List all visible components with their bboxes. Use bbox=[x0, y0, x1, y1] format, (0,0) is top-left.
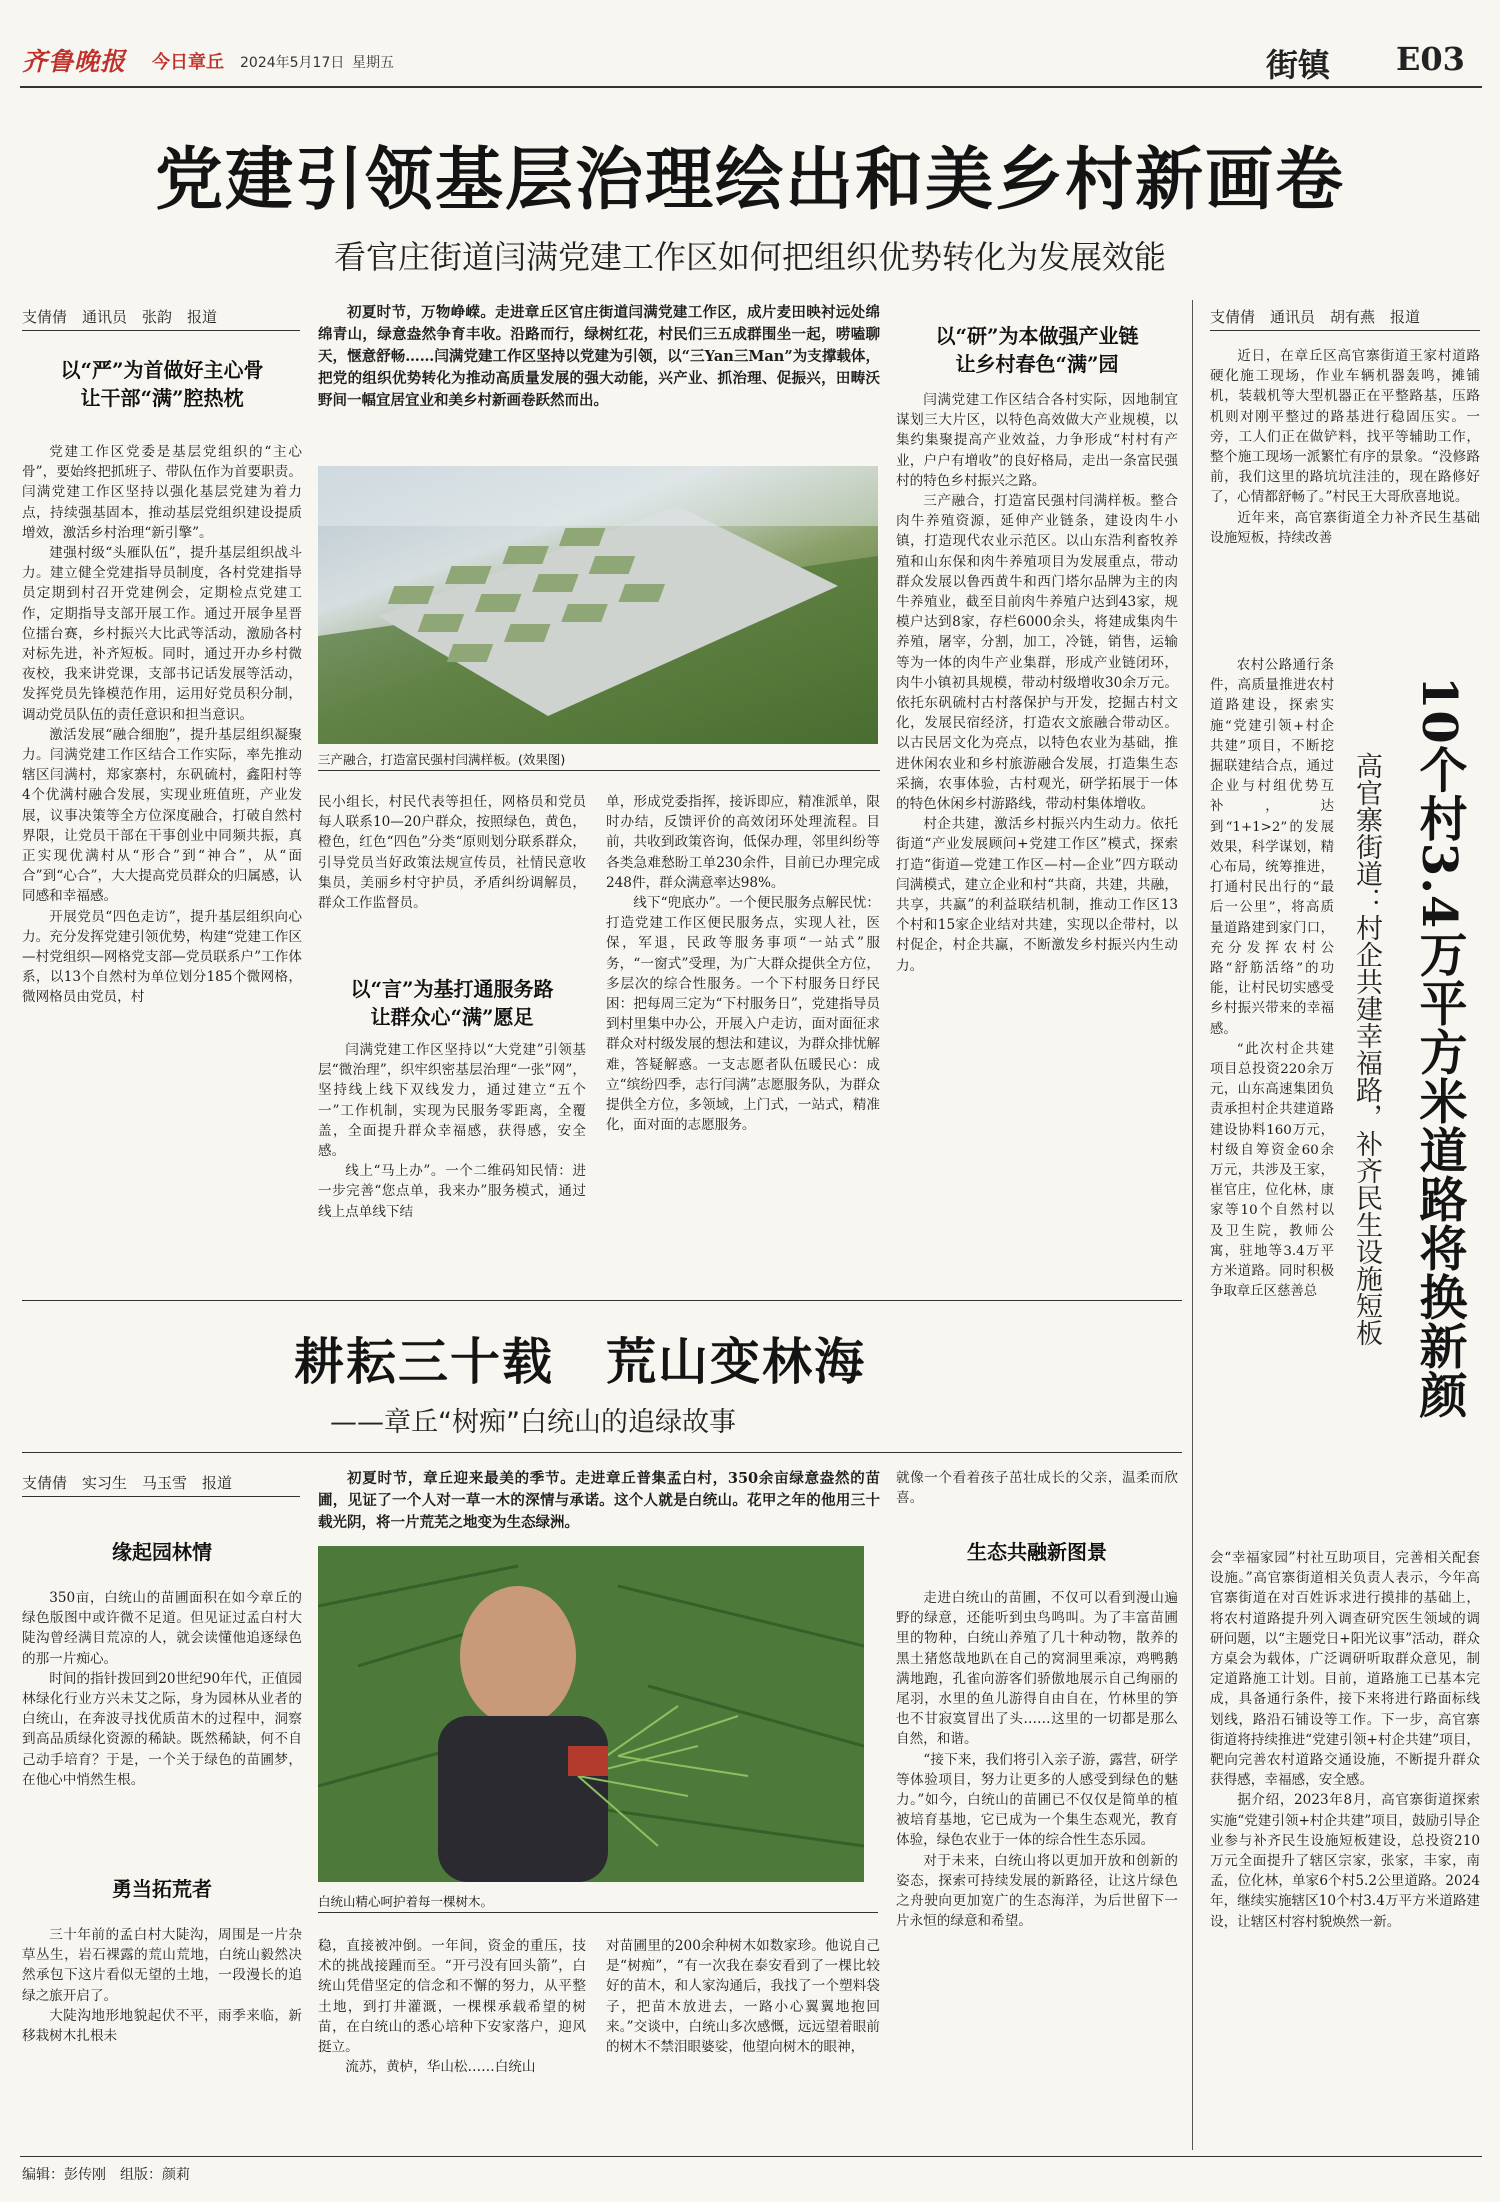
story3-subheadline: 高官寨街道：村企共建幸福路，补齐民生设施短板 bbox=[1351, 752, 1382, 1346]
paragraph: 线上“马上办”。一个二维码知民情：进一步完善“您点单，我来办”服务模式，通过线上点单线下结 bbox=[318, 1163, 586, 1220]
story1-lead: 初夏时节，万物峥嵘。走进章丘区官庄街道闫满党建工作区，成片麦田映衬远处绵绵青山，绿意盎然争育丰收。沿路而行，绿树红花，村民们三五成群围坐一起，唠嗑聊天，惬意舒畅……闫满党建工作区坚持以党建为引领，以“三Yan三Man”为支撑载体，把党的组织优势转化为推动高质量发展的强大动能，兴产业、抓治理、促振兴，田畴沃野间一幅宜居宜业和美乡村新画卷跃然而出。 bbox=[318, 304, 880, 409]
paragraph: 党建工作区党委是基层党组织的“主心骨”，要始终把抓班子、带队伍作为首要职责。闫满党建工作区坚持以强化基层党建为着力点，持续强基固本，推动基层党组织建设提质增效，激活乡村治理“新引擎”。 bbox=[22, 444, 302, 541]
column-rule bbox=[1192, 300, 1193, 2150]
paragraph: 村企共建，激活乡村振兴内生动力。依托街道“产业发展顾问+党建工作区”模式，探索打造“街道—党建工作区—村—企业”四方联动闫满模式，建立企业和村“共商，共建，共融，共享，共赢”的利益联结机制，推动工作区13个村和15家企业结对共建，实现以企带村，以村促企，村企共赢，不断激发乡村振兴内生动力。 bbox=[896, 816, 1178, 974]
byline-rule bbox=[1210, 330, 1480, 331]
paragraph: 三产融合，打造富民强村闫满样板。整合肉牛养殖资源，延伸产业链条，建设肉牛小镇，打造现代农业示范区。以山东浩利畜牧养殖和山东保和肉牛养殖项目为发展重点，带动群众发展以鲁西黄牛和西门塔尔品牌为主的肉牛养殖业，截至目前肉牛养殖户达到43家，规模户达到8家，存栏6000余头，将建成集肉牛养殖，屠宰，分割，加工，冷链，销售，运输等为一体的肉牛产业集群，形成产业链闭环，肉牛小镇初具规模，带动村级增收30余万元。依托东矾硫村古村落保护与开发，挖掘古村文化，发展民宿经济，打造农文旅融合带动区。以古民居文化为亮点，以特色农业为基础，推进休闲农业和乡村旅游融合发展，打造集生态采摘，农事体验，古村观光，研学拓展于一体的特色休闲乡村游路线，带动村集体增收。 bbox=[896, 493, 1178, 813]
paragraph: 近年来，高官寨街道全力补齐民生基础设施短板，持续改善 bbox=[1210, 509, 1480, 546]
story2-col3-body bbox=[606, 1936, 880, 2057]
story1-byline: 支倩倩 通讯员 张韵 报道 bbox=[22, 308, 218, 326]
story2-lead: 初夏时节，章丘迎来最美的季节。走进章丘普集孟白村，350余亩绿意盎然的苗圃，见证了一个人对一草一木的深情与承诺。这个人就是白统山。花甲之年的他用三十载光阴，将一片荒芜之地变为生态绿洲。 bbox=[318, 1470, 880, 1531]
story2-mid-rule bbox=[22, 1452, 1182, 1453]
story2-top-rule bbox=[22, 1300, 1182, 1301]
footer-credits: 编辑：彭传刚 组版：颜莉 bbox=[22, 2167, 190, 2183]
story2-section2-title: 勇当拓荒者 bbox=[112, 1877, 212, 1901]
paragraph: 会“幸福家园”村社互助项目，完善相关配套设施。”高官寨街道相关负责人表示，今年高官寨街道在对百姓诉求进行摸排的基础上，将农村道路提升列入调查研究医生领域的调研问题，以“主题党日+阳光议事”活动，群众方桌会为载体，广泛调研听取群众意见，制定道路施工计划。目前，道路施工已基本完成，具备通行条件，接下来将进行路面标线划线，路沿石铺设等工作。下一步，高官寨街道将持续推进“党建引领+村企共建”项目，靶向完善农村道路交通设施，不断提升群众获得感，幸福感，安全感。 bbox=[1210, 1550, 1480, 1789]
story1-section3-title: 以“研”为本做强产业链 让乡村春色“满”园 bbox=[935, 324, 1139, 376]
paragraph: 农村公路通行条件，高质量推进农村道路建设，探索实施“党建引领+村企共建”项目，不断挖掘联建结合点，通过企业与村组优势互补，达到“1+1>2”的发展效果，科学谋划，精心布局，统筹推进，打通村民出行的“最后一公里”，将高质量道路建到家门口，充分发挥农村公路“舒筋活络”的功能，让村民切实感受乡村振兴带来的幸福感。 bbox=[1210, 658, 1334, 1037]
paper-logo: 齐鲁晚报 bbox=[22, 47, 127, 76]
story1-col3-body bbox=[606, 792, 880, 1135]
paragraph: 大陡沟地形地貌起伏不平，雨季来临，新移栽树木扎根未 bbox=[22, 2007, 302, 2045]
paragraph: 线下“兜底办”。一个便民服务点解民忧：打造党建工作区便民服务点，实现人社，医保，军退，民政等服务事项“一站式”服务，“一窗式”受理，为广大群众提供全方位，多层次的综合性服务。一个下村服务日纾民困：把每周三定为“下村服务日”，党建指导员到村里集中办公，开展入户走访，面对面征求群众对村级发展的想法和建议，为群众排忧解难，答疑解惑。一支志愿者队伍暖民心：成立“缤纷四季，志行闫满”志愿服务队，为群众提供全方位，多领域，上门式，一站式，精准化，面对面的志愿服务。 bbox=[606, 895, 880, 1134]
story3-headline: 10个村3.4万平方米道路将换新颜 bbox=[1411, 676, 1467, 1420]
paragraph: 走进白统山的苗圃，不仅可以看到漫山遍野的绿意，还能听到虫鸟鸣叫。为了丰富苗圃里的物种，白统山养殖了几十种动物，散养的黑土猪悠哉地趴在自己的窝洞里乘凉，鸡鸭鹅满地跑，孔雀向游客们骄傲地展示自己绚丽的尾羽，水里的鱼儿游得自由自在，竹林里的笋也不甘寂寞冒出了头……这里的一切都是那么自然，和谐。 bbox=[896, 1590, 1178, 1748]
story3-top-body bbox=[1210, 346, 1480, 548]
story1-section1-body bbox=[22, 442, 302, 1008]
story1-photo-caption: 三产融合，打造富民强村闫满样板。(效果图) bbox=[318, 752, 566, 767]
paragraph: 对苗圃里的200余种树木如数家珍。他说自己是“树痴”，“有一次我在泰安看到了一棵比较好的苗木，和人家沟通后，我找了一个塑料袋子，把苗木放进去，一路小心翼翼地抱回来。”交谈中，白统山多次感慨，远远望着眼前的树木不禁泪眼婆娑，他望向树木的眼神， bbox=[606, 1938, 880, 2056]
paragraph: 激活发展“融合细胞”，提升基层组织凝聚力。闫满党建工作区结合工作实际，率先推动辖区闫满村，郑家寨村，东矾硫村，鑫阳村等4个优满村融合发展，实现业班值班，产业发展，议事决策等全方位深度融合，打破自然村界限，让党员干部在干事创业中同频共振，真正实现优满村从“形合”到“神合”，从“面合”到“心合”，大大提高党员群众的归属感，认同感和幸福感。 bbox=[22, 726, 302, 905]
paragraph: 流苏，黄栌，华山松……白统山 bbox=[345, 2059, 536, 2076]
story1-headline: 党建引领基层治理绘出和美乡村新画卷 bbox=[154, 140, 1345, 220]
paragraph: 据介绍，2023年8月，高官寨街道探索实施“党建引领+村企共建”项目，鼓励引导企业参与补齐民生设施短板建设，总投资210万元全面提升了辖区宗家，张家，丰家，南孟，位化林，单家6个村5.2公里道路。2024年，继续实施辖区10个村3.4万平方米道路建设，让辖区村容村貌焕然一新。 bbox=[1210, 1792, 1481, 1930]
edition-name: 今日章丘 bbox=[152, 52, 224, 73]
man-with-tree-image bbox=[318, 1546, 864, 1882]
footer-rule bbox=[20, 2156, 1482, 2157]
story2-section1-title: 缘起园林情 bbox=[112, 1540, 212, 1564]
story1-section2-title: 以“言”为基打通服务路 让群众心“满”愿足 bbox=[350, 977, 554, 1029]
paragraph: 对于未来，白统山将以更加开放和创新的姿态，探索可持续发展的新路径，让这片绿色之舟驶向更加宽广的生态海洋，为后世留下一片永恒的绿意和希望。 bbox=[896, 1852, 1178, 1930]
page-number: E03 bbox=[1396, 40, 1465, 78]
masthead-rule bbox=[20, 86, 1482, 88]
story2-section3-body bbox=[896, 1588, 1178, 1931]
section-name: 街镇 bbox=[1266, 46, 1331, 84]
story1-section2-body bbox=[318, 1040, 586, 1222]
story2-section2-body bbox=[22, 1925, 302, 2046]
story1-photo bbox=[318, 466, 878, 744]
story3-col-body bbox=[1210, 656, 1334, 1303]
issue-weekday: 星期五 bbox=[352, 55, 394, 71]
caption-rule bbox=[318, 770, 880, 771]
story1-col2-body bbox=[318, 792, 586, 913]
paragraph: 350亩，白统山的苗圃面积在如今章丘的绿色版图中或许微不足道。但见证过孟白村大陡沟曾经满目荒凉的人，就会读懂他追逐绿色的那一片痴心。 bbox=[22, 1590, 302, 1667]
story2-col2-body bbox=[318, 1936, 586, 2077]
paragraph: 单，形成党委指挥，接诉即应，精准派单，限时办结，反馈评价的高效闭环处理流程。目前，共收到政策咨询，低保办理，邻里纠纷等各类急难愁盼工单230余件，目前已办理完成248件，群众满意率达98%。 bbox=[606, 794, 880, 891]
story3-byline: 支倩倩 通讯员 胡有燕 报道 bbox=[1210, 308, 1421, 326]
issue-date: 2024年5月17日 bbox=[240, 55, 345, 71]
paragraph: “接下来，我们将引入亲子游，露营，研学等体验项目，努力让更多的人感受到绿色的魅力。”如今，白统山的苗圃已不仅仅是简单的植被培育基地，它已成为一个集生态观光，教育体验，绿色农业于一体的综合性生态乐园。 bbox=[896, 1751, 1178, 1849]
story3-bottom-body bbox=[1210, 1548, 1480, 1932]
masthead bbox=[0, 0, 1500, 90]
story2-section3-title: 生态共融新图景 bbox=[967, 1540, 1107, 1564]
story1-subheadline: 看官庄街道闫满党建工作区如何把组织优势转化为发展效能 bbox=[333, 238, 1166, 276]
story2-headline: 耕耘三十载 荒山变林海 bbox=[294, 1332, 866, 1391]
caption-rule bbox=[318, 1912, 878, 1913]
byline-rule bbox=[22, 330, 300, 331]
aerial-render-image bbox=[318, 466, 878, 744]
story2-subheadline: ——章丘“树痴”白统山的追绿故事 bbox=[330, 1407, 736, 1438]
paragraph: 闫满党建工作区结合各村实际，因地制宜谋划三大片区，以特色高效做大产业规模，以集约集聚提高产业效益，力争形成“村村有产业，户户有增收”的良好格局，走出一条富民强村的特色乡村振兴之路。 bbox=[896, 392, 1178, 489]
story2-byline: 支倩倩 实习生 马玉雪 报道 bbox=[22, 1474, 233, 1492]
story1-section1-title: 以“严”为首做好主心骨 让干部“满”腔热枕 bbox=[60, 358, 264, 410]
paragraph: 近日，在章丘区高官寨街道王家村道路硬化施工现场，作业车辆机器轰鸣，摊铺机，装载机等大型机器正在平整路基，压路机则对刚平整过的路基进行稳固压实。一旁，工人们正在做铲料，找平等辅助工作，整个施工现场一派繁忙有序的景象。“没修路前，我们这里的路坑坑洼洼的，现在路修好了，心情都舒畅了。”村民王大哥欣喜地说。 bbox=[1210, 348, 1480, 506]
paragraph: 开展党员“四色走访”，提升基层组织向心力。充分发挥党建引领优势，构建“党建工作区—村党组织—网格党支部—党员联系户”工作体系，以13个自然村为单位划分185个微网格，微网格员由党员，村 bbox=[22, 908, 302, 1006]
paragraph: 闫满党建工作区坚持以“大党建”引领基层“微治理”，织牢织密基层治理“一张”网”，坚持线上线下双线发力，通过建立“五个一”工作机制，实现为民服务零距离，全覆盖，全面提升群众幸福感，获得感，安全感。 bbox=[318, 1042, 586, 1160]
paragraph: “此次村企共建项目总投资220余万元，山东高速集团负责承担村企共建道路建设协料160万元，村级自筹资金60余万元，共涉及王家，崔官庄，位化林，康家等10个自然村以及卫生院，教师公寓，驻地等3.4万平方米道路。同时积极争取章丘区慈善总 bbox=[1210, 1041, 1334, 1300]
paragraph: 建强村级“头雁队伍”，提升基层组织战斗力。建立健全党建指导员制度，各村党建指导员定期到村召开党建例会，定期检点党建工作，定期指导支部开展工作。通过开展争星晋位擂台赛，乡村振兴大比武等活动，激励各村对标先进，补齐短板。同时，通过开办乡村微夜校，我来讲党课，支部书记话发展等活动，发挥党员先锋模范作用，运用好党员积分制，调动党员队伍的责任意识和担当意识。 bbox=[22, 545, 302, 723]
byline-rule bbox=[22, 1496, 300, 1497]
story2-photo-caption: 白统山精心呵护着每一棵树木。 bbox=[318, 1894, 494, 1909]
story2-section1-body bbox=[22, 1588, 302, 1790]
paragraph: 民小组长，村民代表等担任，网格员和党员每人联系10—20户群众，按照绿色，黄色，橙色，红色“四色”分类“原则划分联系群众，引导党员当好政策法规宣传员，社情民意收集员，美丽乡村守护员，矛盾纠纷调解员，群众工作监督员。 bbox=[318, 794, 586, 912]
paragraph: 稳，直接被冲倒。一年间，资金的重压，技术的挑战接踵而至。“开弓没有回头箭”，白统山凭借坚定的信念和不懈的努力，从平整土地，到打井灌溉，一棵棵承载希望的树苗，在白统山的悉心培种下安家落户，迎风挺立。 bbox=[318, 1938, 586, 2056]
paragraph: 三十年前的孟白村大陡沟，周围是一片杂草丛生，岩石裸露的荒山荒地，白统山毅然决然承包下这片看似无望的土地，一段漫长的追绿之旅开启了。 bbox=[22, 1927, 302, 2004]
story1-section3-body bbox=[896, 390, 1178, 976]
paragraph: 时间的指针拨回到20世纪90年代，正值园林绿化行业方兴未艾之际，身为园林从业者的白统山，在奔波寻找优质苗木的过程中，洞察到高品质绿化资源的稀缺。既然稀缺，何不自己动手培育？于是，一个关于绿色的苗圃梦，在他心中悄然生根。 bbox=[22, 1670, 302, 1788]
story2-col4-lead: 就像一个看着孩子茁壮成长的父亲，温柔而欣喜。 bbox=[896, 1470, 1178, 1507]
story2-photo bbox=[318, 1546, 864, 1882]
